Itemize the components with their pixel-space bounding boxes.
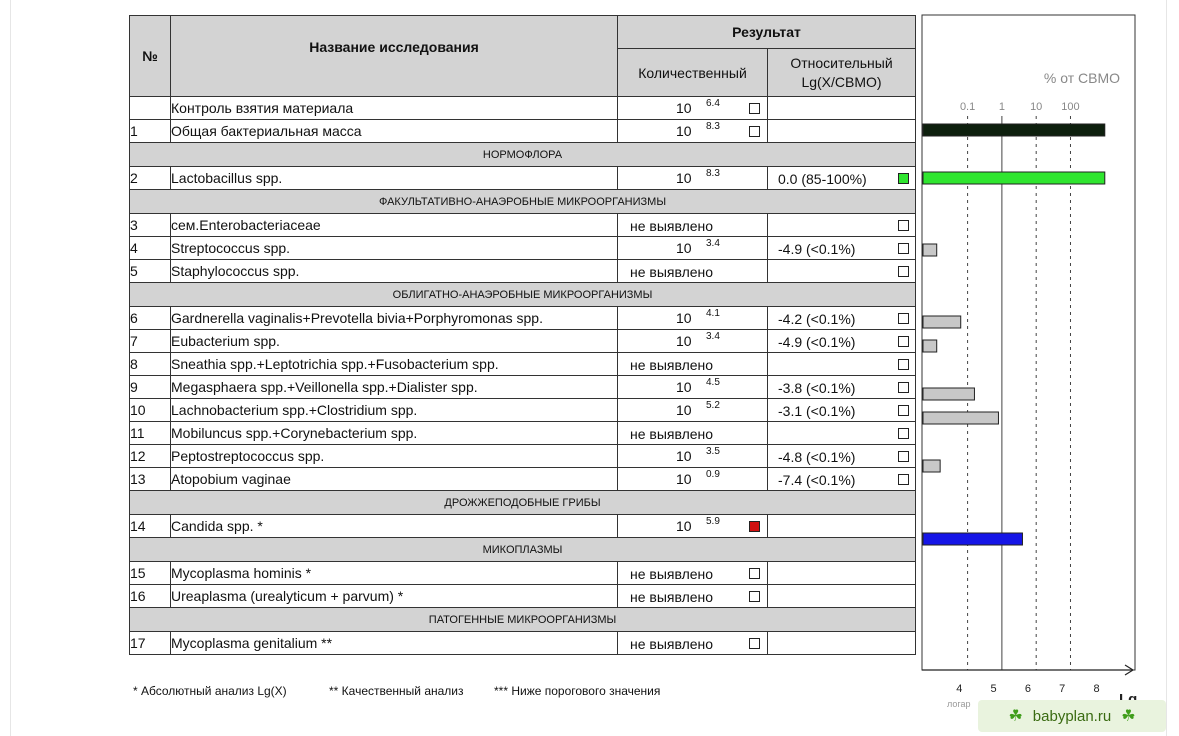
row-name: Mycoplasma hominis * (171, 562, 618, 585)
qty-exponent: 5.2 (706, 400, 720, 411)
qty-base: 10 (676, 240, 692, 256)
chart-bar (923, 388, 974, 400)
qty-not-detected: не выявлено (630, 589, 714, 605)
table-row (130, 562, 916, 585)
qty-exponent: 5.9 (706, 516, 720, 527)
footnote-qualitative: ** Качественный анализ (329, 684, 464, 698)
row-number: 13 (130, 468, 171, 491)
clover-icon: ☘ (1008, 708, 1023, 725)
table-row (130, 260, 916, 283)
row-quantitative (618, 214, 768, 237)
row-number: 15 (130, 562, 171, 585)
table-row (130, 399, 916, 422)
clover-icon: ☘ (1121, 708, 1136, 725)
row-relative (768, 445, 916, 468)
relative-checkbox[interactable] (898, 243, 909, 254)
watermark-text: babyplan.ru (1032, 707, 1112, 725)
section-title: ПАТОГЕННЫЕ МИКРООРГАНИЗМЫ (130, 608, 916, 632)
qty-checkbox[interactable] (749, 103, 760, 114)
row-name: Atopobium vaginae (171, 468, 618, 491)
chart-title: % от СВМО (1043, 70, 1120, 86)
qty-base: 10 (676, 123, 692, 139)
chart-bar (923, 124, 1105, 136)
row-quantitative (618, 376, 768, 399)
qty-base: 10 (676, 379, 692, 395)
table-row (130, 237, 916, 260)
x-axis-caption: логар (947, 699, 971, 709)
relative-value: 0.0 (85-100%) (778, 171, 867, 187)
top-tick-label: 10 (1030, 101, 1043, 113)
relative-checkbox[interactable] (898, 405, 909, 416)
header-result: Результат (618, 16, 916, 49)
top-tick-label: 1 (998, 101, 1005, 113)
header-relative-line2: Lg(X/СВМО) (801, 73, 882, 90)
row-number: 3 (130, 214, 171, 237)
row-relative (768, 399, 916, 422)
row-quantitative (618, 167, 768, 190)
relative-checkbox[interactable] (898, 451, 909, 462)
section-row (130, 283, 916, 307)
row-name: Streptococcus spp. (171, 237, 618, 260)
row-relative (768, 468, 916, 491)
table-row (130, 422, 916, 445)
row-relative (768, 214, 916, 237)
row-name: Staphylococcus spp. (171, 260, 618, 283)
row-name: Lachnobacterium spp.+Clostridium spp. (171, 399, 618, 422)
chart-bar (923, 412, 998, 424)
qty-not-detected: не выявлено (630, 264, 714, 280)
table-row (130, 376, 916, 399)
relative-checkbox[interactable] (898, 474, 909, 485)
row-quantitative (618, 468, 768, 491)
qty-exponent: 0.9 (706, 469, 720, 480)
row-relative (768, 562, 916, 585)
row-name: Sneathia spp.+Leptotrichia spp.+Fusobacterium spp. (171, 353, 618, 376)
section-row (130, 190, 916, 214)
row-quantitative (618, 445, 768, 468)
row-quantitative (618, 237, 768, 260)
table-row (130, 445, 916, 468)
row-name: Lactobacillus spp. (171, 167, 618, 190)
section-title: ДРОЖЖЕПОДОБНЫЕ ГРИБЫ (130, 491, 916, 515)
relative-checkbox[interactable] (898, 266, 909, 277)
footnote-threshold: *** Ниже порогового значения (494, 684, 661, 698)
relative-indicator-green (898, 173, 909, 184)
row-number: 12 (130, 445, 171, 468)
relative-value: -3.8 (<0.1%) (778, 380, 856, 396)
relative-value: -7.4 (<0.1%) (778, 472, 856, 488)
qty-exponent: 3.4 (706, 331, 720, 342)
bottom-tick-label: 5 (990, 683, 997, 695)
chart-bar (923, 340, 937, 352)
bottom-tick-label: 6 (1024, 683, 1031, 695)
chart-frame (922, 15, 1135, 670)
section-title: МИКОПЛАЗМЫ (130, 538, 916, 562)
bottom-tick-label: 4 (956, 683, 963, 695)
row-quantitative (618, 632, 768, 655)
qty-not-detected: не выявлено (630, 426, 714, 442)
row-relative (768, 330, 916, 353)
qty-checkbox[interactable] (749, 591, 760, 602)
relative-checkbox[interactable] (898, 428, 909, 439)
qty-not-detected: не выявлено (630, 357, 714, 373)
qty-base: 10 (676, 518, 692, 534)
row-number: 11 (130, 422, 171, 445)
qty-checkbox[interactable] (749, 568, 760, 579)
row-number: 8 (130, 353, 171, 376)
results-table (129, 15, 916, 655)
qty-base: 10 (676, 402, 692, 418)
relative-checkbox[interactable] (898, 382, 909, 393)
qty-exponent: 3.5 (706, 446, 720, 457)
relative-checkbox[interactable] (898, 336, 909, 347)
header-quantitative: Количественный (618, 49, 768, 97)
row-quantitative (618, 353, 768, 376)
row-number: 7 (130, 330, 171, 353)
relative-value: -4.9 (<0.1%) (778, 334, 856, 350)
row-number: 1 (130, 120, 171, 143)
header-name: Название исследования (171, 16, 618, 97)
footnote-absolute: * Абсолютный анализ Lg(X) (133, 684, 287, 698)
row-name: Общая бактериальная масса (171, 120, 618, 143)
results-body (130, 97, 916, 655)
table-row (130, 167, 916, 190)
section-row (130, 608, 916, 632)
table-row (130, 353, 916, 376)
row-name: Megasphaera spp.+Veillonella spp.+Dialister spp. (171, 376, 618, 399)
table-row (130, 515, 916, 538)
table-row (130, 585, 916, 608)
row-relative (768, 237, 916, 260)
row-number: 2 (130, 167, 171, 190)
qty-not-detected: не выявлено (630, 218, 714, 234)
table-row (130, 97, 916, 120)
row-relative (768, 167, 916, 190)
row-name: Mobiluncus spp.+Corynebacterium spp. (171, 422, 618, 445)
row-number: 5 (130, 260, 171, 283)
table-row (130, 468, 916, 491)
relative-value: -4.2 (<0.1%) (778, 311, 856, 327)
chart-bar (923, 460, 940, 472)
row-relative (768, 376, 916, 399)
row-number: 14 (130, 515, 171, 538)
row-name: Mycoplasma genitalium ** (171, 632, 618, 655)
row-name: Candida spp. * (171, 515, 618, 538)
table-row (130, 307, 916, 330)
qty-indicator-red (749, 521, 760, 532)
bottom-tick-label: 8 (1093, 683, 1100, 695)
qty-exponent: 4.1 (706, 308, 720, 319)
watermark[interactable] (978, 700, 1166, 732)
qty-exponent: 4.5 (706, 377, 720, 388)
qty-exponent: 3.4 (706, 238, 720, 249)
qty-base: 10 (676, 170, 692, 186)
row-quantitative (618, 97, 768, 120)
row-relative (768, 632, 916, 655)
row-name: Gardnerella vaginalis+Prevotella bivia+Porphyromonas spp. (171, 307, 618, 330)
chart-bar (923, 172, 1105, 184)
row-quantitative (618, 330, 768, 353)
bar-chart (921, 14, 1137, 714)
row-quantitative (618, 422, 768, 445)
row-quantitative (618, 515, 768, 538)
row-quantitative (618, 120, 768, 143)
row-quantitative (618, 307, 768, 330)
section-row (130, 491, 916, 515)
row-name: Контроль взятия материала (171, 97, 618, 120)
qty-exponent: 8.3 (706, 168, 720, 179)
qty-base: 10 (676, 310, 692, 326)
table-row (130, 214, 916, 237)
chart-bar (923, 244, 937, 256)
qty-checkbox[interactable] (749, 126, 760, 137)
row-relative (768, 97, 916, 120)
relative-value: -4.9 (<0.1%) (778, 241, 856, 257)
row-number: 17 (130, 632, 171, 655)
qty-base: 10 (676, 100, 692, 116)
row-number: 4 (130, 237, 171, 260)
row-quantitative (618, 260, 768, 283)
top-tick-label: 0.1 (959, 101, 976, 113)
qty-base: 10 (676, 471, 692, 487)
table-row (130, 330, 916, 353)
qty-checkbox[interactable] (749, 638, 760, 649)
top-tick-label: 100 (1061, 101, 1080, 113)
relative-checkbox[interactable] (898, 313, 909, 324)
table-row (130, 632, 916, 655)
row-number: 16 (130, 585, 171, 608)
row-name: Eubacterium spp. (171, 330, 618, 353)
qty-not-detected: не выявлено (630, 566, 714, 582)
row-relative (768, 307, 916, 330)
relative-checkbox[interactable] (898, 359, 909, 370)
chart-bar (923, 316, 961, 328)
header-relative-line1: Относительный (790, 54, 893, 71)
relative-value: -3.1 (<0.1%) (778, 403, 856, 419)
section-row (130, 538, 916, 562)
row-relative (768, 120, 916, 143)
bottom-tick-label: 7 (1059, 683, 1066, 695)
relative-checkbox[interactable] (898, 220, 909, 231)
qty-base: 10 (676, 333, 692, 349)
row-number: 10 (130, 399, 171, 422)
row-relative (768, 515, 916, 538)
row-relative (768, 422, 916, 445)
row-number: 6 (130, 307, 171, 330)
section-row (130, 143, 916, 167)
page-edge-left (10, 0, 11, 736)
section-title: ФАКУЛЬТАТИВНО-АНАЭРОБНЫЕ МИКРООРГАНИЗМЫ (130, 190, 916, 214)
row-number: 9 (130, 376, 171, 399)
qty-exponent: 8.3 (706, 121, 720, 132)
row-number (130, 97, 171, 120)
row-quantitative (618, 562, 768, 585)
row-quantitative (618, 585, 768, 608)
header-relative (768, 49, 916, 97)
section-title: НОРМОФЛОРА (130, 143, 916, 167)
qty-not-detected: не выявлено (630, 636, 714, 652)
chart-bar (923, 533, 1022, 545)
relative-value: -4.8 (<0.1%) (778, 449, 856, 465)
row-name: сем.Enterobacteriaceae (171, 214, 618, 237)
row-relative (768, 353, 916, 376)
row-relative (768, 585, 916, 608)
row-name: Ureaplasma (urealyticum + parvum) * (171, 585, 618, 608)
table-row (130, 120, 916, 143)
qty-exponent: 6.4 (706, 98, 720, 109)
row-quantitative (618, 399, 768, 422)
row-relative (768, 260, 916, 283)
page-edge-right (1166, 0, 1167, 736)
section-title: ОБЛИГАТНО-АНАЭРОБНЫЕ МИКРООРГАНИЗМЫ (130, 283, 916, 307)
row-name: Peptostreptococcus spp. (171, 445, 618, 468)
header-no: № (130, 16, 171, 97)
qty-base: 10 (676, 448, 692, 464)
